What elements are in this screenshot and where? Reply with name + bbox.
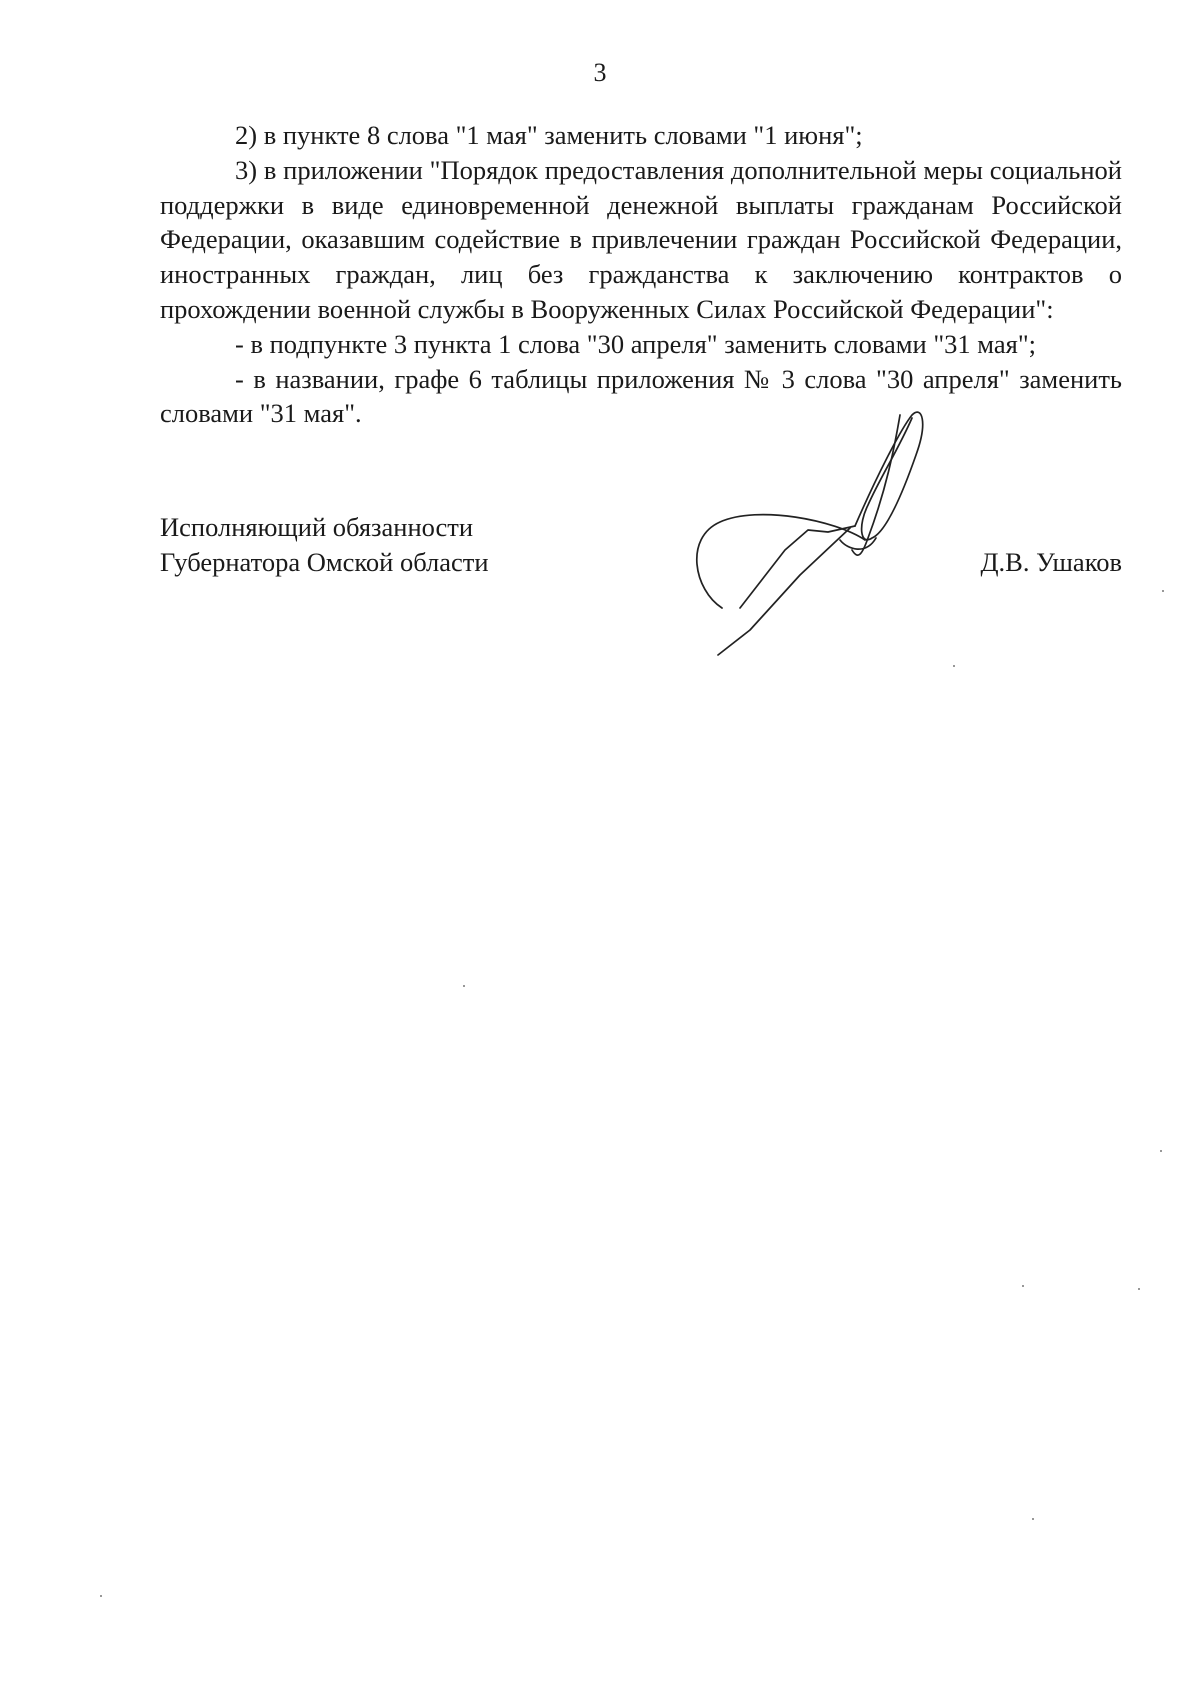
signatory-name: Д.В. Ушаков xyxy=(980,547,1122,577)
page-number: 3 xyxy=(593,58,607,87)
scan-speck xyxy=(1160,1150,1162,1152)
scan-speck xyxy=(953,665,955,667)
scan-speck xyxy=(1022,1285,1024,1287)
signatory-title xyxy=(160,510,660,580)
signatory-title-line-1: Исполняющий обязанности xyxy=(160,512,474,542)
paragraph-subitem-2: - в названии, графе 6 таблицы приложения № 3 слова "30 апреля" заменить словами "31 мая". xyxy=(160,363,1122,429)
paragraph-subitem-1: - в подпункте 3 пункта 1 слова "30 апреля" заменить словами "31 мая"; xyxy=(235,328,1037,359)
document-body xyxy=(160,118,1122,431)
signatory-title-line-2: Губернатора Омской области xyxy=(160,547,489,577)
scan-speck xyxy=(1162,590,1164,592)
scan-speck xyxy=(1032,1518,1034,1520)
handwritten-signature xyxy=(690,410,1020,675)
paragraph-item-2: 2) в пункте 8 слова "1 мая" заменить словами "1 июня"; xyxy=(235,120,863,150)
paragraph-item-3: 3) в приложении "Порядок предоставления дополнительной меры социальной поддержки в виде единовременной денежной выплаты гражданам Российской Федерации, оказавшим содействие в привлечении граждан Российской Федерации, иностранных граждан, лиц без гражданства к заключению контрактов о прохождении военной службы в Вооруженных Силах Российской Федерации": xyxy=(160,154,1122,324)
scan-speck xyxy=(1138,1288,1140,1290)
scan-speck xyxy=(100,1595,102,1597)
scan-speck xyxy=(463,985,465,987)
